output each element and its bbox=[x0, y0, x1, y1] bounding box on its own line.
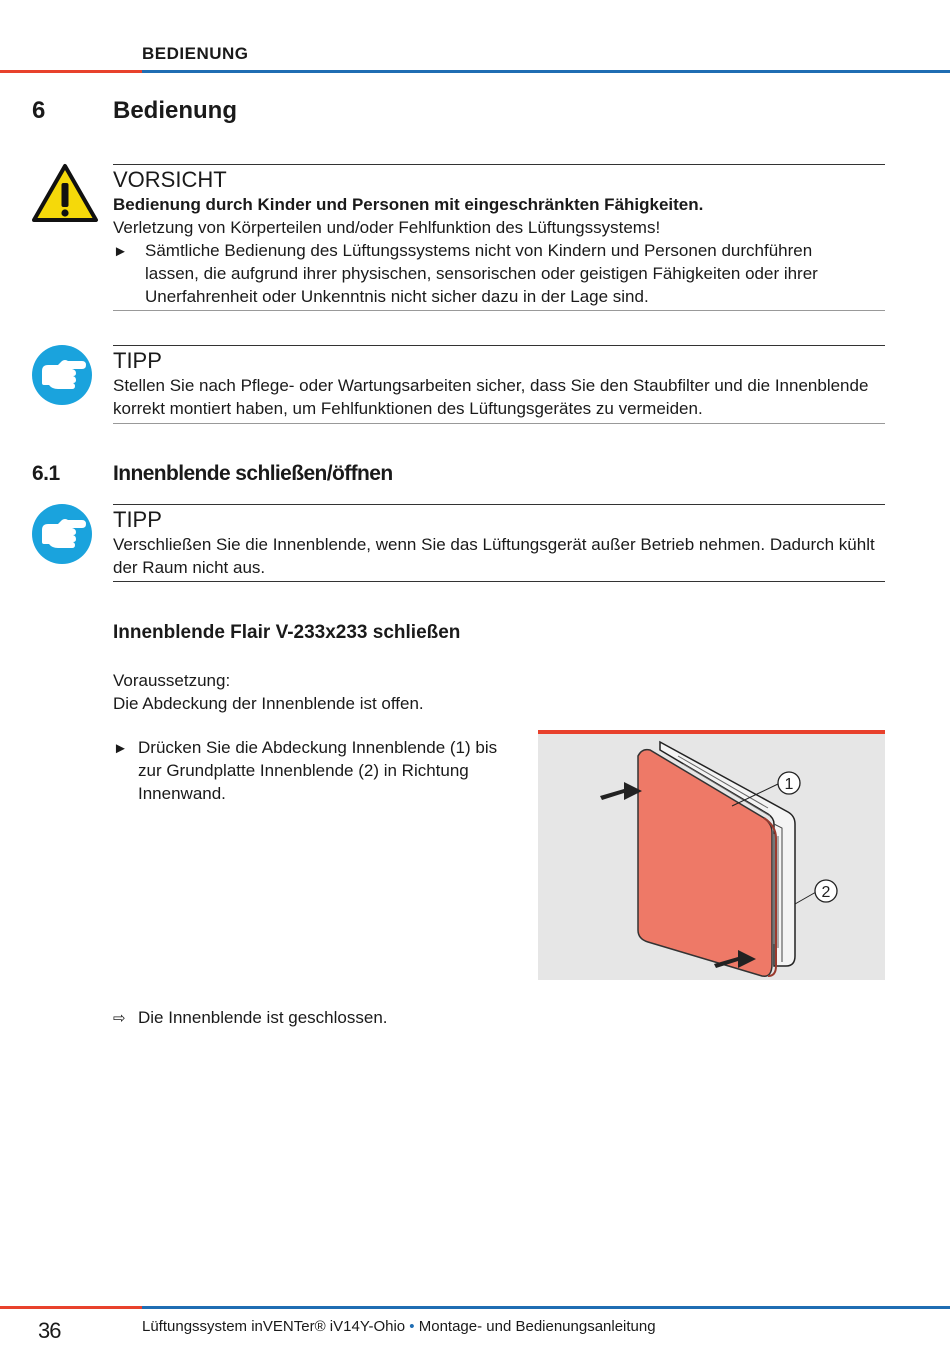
footer-text bbox=[142, 1318, 656, 1335]
footer-product: Lüftungssystem inVENTer® iV14Y-Ohio bbox=[142, 1318, 406, 1335]
header-rule-red bbox=[0, 70, 142, 73]
warning-title: VORSICHT bbox=[113, 167, 227, 192]
warning-text: Verletzung von Körperteilen und/oder Fehlfunktion des Lüftungssystems! bbox=[113, 218, 661, 237]
tip1-title: TIPP bbox=[113, 348, 162, 373]
tip1-top-rule bbox=[113, 345, 885, 346]
procedure-result bbox=[113, 1008, 388, 1028]
section-title: Innenblende schließen/öffnen bbox=[113, 462, 393, 485]
bullet-triangle-icon: ► bbox=[113, 740, 128, 757]
procedure-step bbox=[113, 736, 513, 805]
warning-top-rule bbox=[113, 164, 885, 165]
tip2-title: TIPP bbox=[113, 507, 162, 532]
result-arrow-icon: ⇨ bbox=[113, 1010, 126, 1027]
pointing-hand-icon bbox=[32, 345, 92, 405]
tip1-bottom-rule bbox=[113, 423, 885, 424]
page-number: 36 bbox=[38, 1318, 61, 1343]
running-header: BEDIENUNG bbox=[142, 44, 249, 63]
prerequisite-label: Voraussetzung: bbox=[113, 671, 231, 690]
innenblende-illustration bbox=[538, 734, 885, 980]
pointing-hand-icon bbox=[32, 504, 92, 564]
tip2-bottom-rule bbox=[113, 581, 885, 582]
warning-subtitle: Bedienung durch Kinder und Personen mit eingeschränkten Fähigkeiten. bbox=[113, 195, 704, 214]
bullet-triangle-icon: ► bbox=[113, 243, 128, 260]
callout-2: 2 bbox=[821, 884, 831, 901]
footer-separator: • bbox=[409, 1318, 415, 1335]
tip2-text: Verschließen Sie die Innenblende, wenn Sie das Lüftungsgerät außer Betrieb nehmen. Dadurch kühlt der Raum nicht aus. bbox=[113, 535, 875, 577]
footer-rule-red bbox=[0, 1306, 142, 1309]
procedure-step-text: Drücken Sie die Abdeckung Innenblende (1) bis zur Grundplatte Innenblende (2) in Richtung Innenwand. bbox=[138, 738, 498, 803]
footer-rule-blue bbox=[142, 1306, 950, 1309]
footer-document: Montage- und Bedienungsanleitung bbox=[418, 1318, 656, 1335]
procedure-heading: Innenblende Flair V-233x233 schließen bbox=[113, 622, 461, 643]
callout-1: 1 bbox=[784, 776, 794, 793]
warning-bottom-rule bbox=[113, 310, 885, 311]
prerequisite-text: Die Abdeckung der Innenblende ist offen. bbox=[113, 694, 424, 713]
tip1-text: Stellen Sie nach Pflege- oder Wartungsarbeiten sicher, dass Sie den Staubfilter und die Innenblende korrekt montiert haben, um Fehlfunktionen des Lüftungsgerätes zu vermeiden. bbox=[113, 376, 869, 418]
procedure-result-text: Die Innenblende ist geschlossen. bbox=[138, 1008, 388, 1027]
chapter-number: 6 bbox=[32, 97, 46, 124]
warning-bullet bbox=[113, 239, 888, 308]
section-number: 6.1 bbox=[32, 462, 60, 485]
chapter-title: Bedienung bbox=[113, 97, 237, 124]
warning-bullet-text: Sämtliche Bedienung des Lüftungssystems nicht von Kindern und Personen durchführen lassen, die aufgrund ihrer physischen, sensorischen oder geistigen Fähigkeiten oder ihrer Unerfahrenheit oder Unkenntnis nicht sicher dazu in der Lage sind. bbox=[145, 241, 818, 306]
tip2-top-rule bbox=[113, 504, 885, 505]
header-rule-blue bbox=[142, 70, 950, 73]
warning-triangle-icon bbox=[31, 163, 99, 223]
